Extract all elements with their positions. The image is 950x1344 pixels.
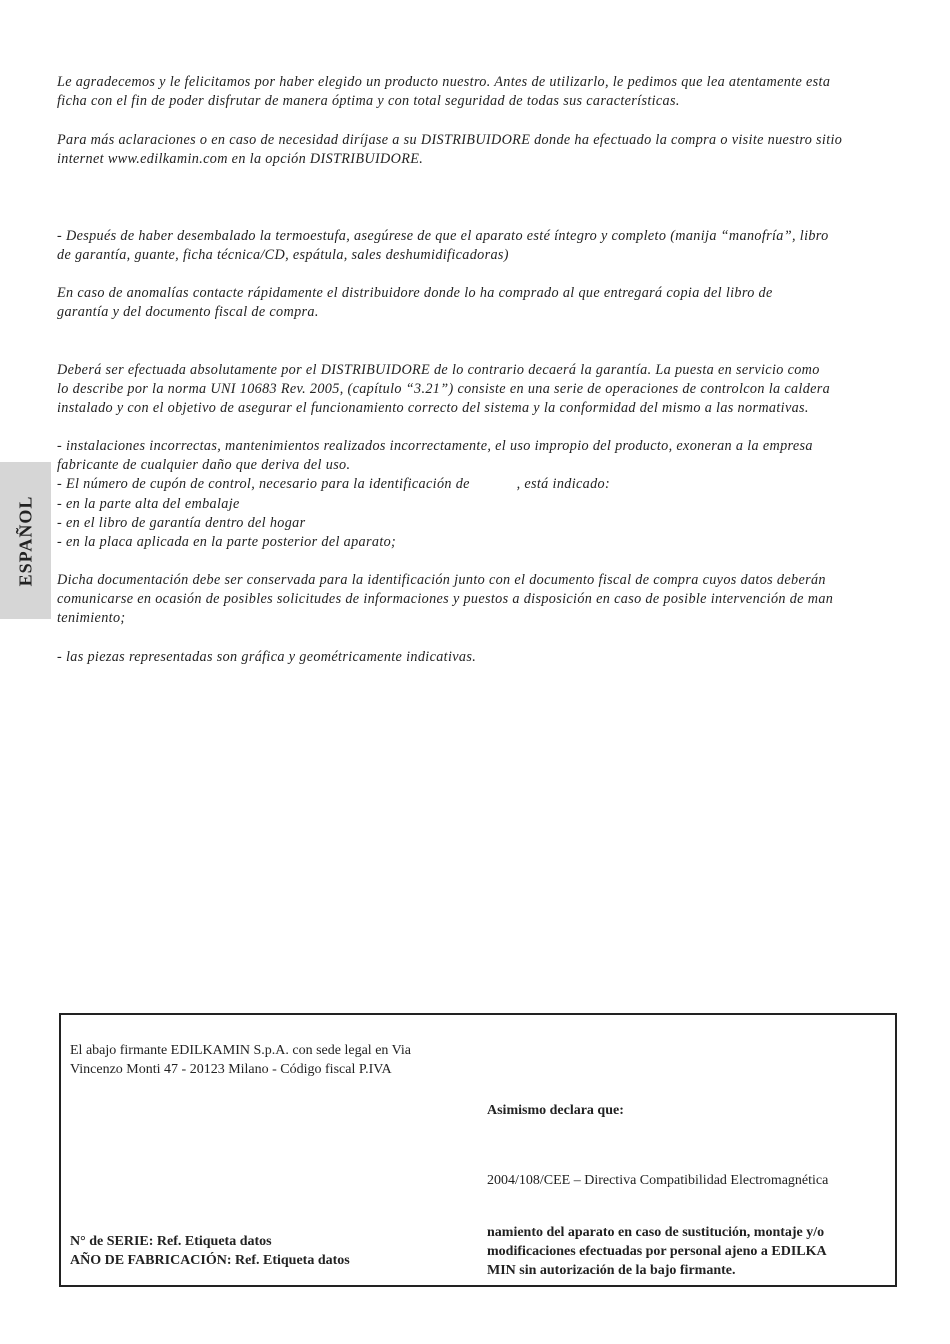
disclaimer-text xyxy=(487,1223,827,1280)
signatory-text xyxy=(70,1041,411,1079)
intro-thanks-paragraph xyxy=(57,73,902,111)
text-line: - El número de cupón de control, necesario para la identificación de , está indicado: xyxy=(57,476,611,493)
language-tab-label: ESPAÑOL xyxy=(15,495,35,586)
text-line: Dicha documentación debe ser conservada para la identificación junto con el documento fiscal de compra cuyos datos deberán xyxy=(57,572,826,588)
text-line: El abajo firmante EDILKAMIN S.p.A. con sede legal en Via xyxy=(70,1043,412,1058)
installation-paragraph xyxy=(57,437,902,552)
text-line: - en la parte alta del embalaje xyxy=(57,495,240,512)
text-line: de garantía, guante, ficha técnica/CD, espátula, sales deshumidificadoras) xyxy=(57,247,509,264)
intro-clarifications-paragraph xyxy=(57,131,902,169)
text-line: Deberá ser efectuada absolutamente por el DISTRIBUIDORE de lo contrario decaerá la garantía. La puesta en servicio como xyxy=(57,362,820,378)
text-line: En caso de anomalías contacte rápidamente el distribuidore donde lo ha comprado al que entregará copia del libro de xyxy=(57,285,773,301)
text-line: Le agradecemos y le felicitamos por haber elegido un producto nuestro. Antes de utilizarlo, le pedimos que lea atentamente esta xyxy=(57,74,831,90)
text-line: garantía y del documento fiscal de compra. xyxy=(57,304,319,321)
text-line: - en el libro de garantía dentro del hogar xyxy=(57,514,306,531)
text-line: modificaciones efectuadas por personal ajeno a EDILKA xyxy=(487,1244,827,1259)
unpacking-paragraph xyxy=(57,227,902,265)
parts-paragraph xyxy=(57,648,902,667)
text-line: lo describe por la norma UNI 10683 Rev. 2005, (capítulo “3.21”) consiste en una serie de operaciones de controlcon la caldera xyxy=(57,381,831,398)
text-line: namiento del aparato en caso de sustitución, montaje y/o xyxy=(487,1225,825,1240)
text-line: - las piezas representadas son gráfica y geométricamente indicativas. xyxy=(57,649,477,665)
text-line: fabricante de cualquier daño que deriva del uso. xyxy=(57,457,351,474)
directive-text: 2004/108/CEE – Directiva Compatibilidad Electromagnética xyxy=(487,1173,829,1188)
documentation-paragraph xyxy=(57,571,902,629)
text-line: - Después de haber desembalado la termoestufa, asegúrese de que el aparato esté íntegro y completo (manija “manofría”, libro xyxy=(57,228,829,244)
language-tab xyxy=(0,462,51,619)
year-line: AÑO DE FABRICACIÓN: Ref. Etiqueta datos xyxy=(70,1253,350,1268)
text-line: internet www.edilkamin.com en la opción DISTRIBUIDORE. xyxy=(57,151,424,168)
text-line: - en la placa aplicada en la parte posterior del aparato; xyxy=(57,534,397,551)
commissioning-paragraph xyxy=(57,361,902,419)
text-line: comunicarse en ocasión de posibles solicitudes de informaciones y puestos a disposición en caso de posible intervención de man xyxy=(57,591,834,608)
text-line: ficha con el fin de poder disfrutar de manera óptima y con total seguridad de todas sus características. xyxy=(57,93,680,110)
text-line: Vincenzo Monti 47 - 20123 Milano - Código fiscal P.IVA xyxy=(70,1062,392,1077)
text-line: MIN sin autorización de la bajo firmante. xyxy=(487,1263,736,1278)
anomalies-paragraph xyxy=(57,284,902,322)
text-line: instalado y con el objetivo de asegurar el funcionamiento correcto del sistema y la conformidad del mismo a las normativas. xyxy=(57,400,809,417)
text-line: Para más aclaraciones o en caso de necesidad diríjase a su DISTRIBUIDORE donde ha efectuado la compra o visite nuestro sitio xyxy=(57,132,843,148)
text-line: - instalaciones incorrectas, mantenimientos realizados incorrectamente, el uso impropio del producto, exoneran a la empresa xyxy=(57,438,813,454)
also-declares-heading: Asimismo declara que: xyxy=(487,1103,624,1118)
text-line: tenimiento; xyxy=(57,610,126,627)
serial-number-text xyxy=(70,1232,350,1270)
serial-line: N° de SERIE: Ref. Etiqueta datos xyxy=(70,1234,272,1249)
declaration-box xyxy=(59,1013,897,1287)
